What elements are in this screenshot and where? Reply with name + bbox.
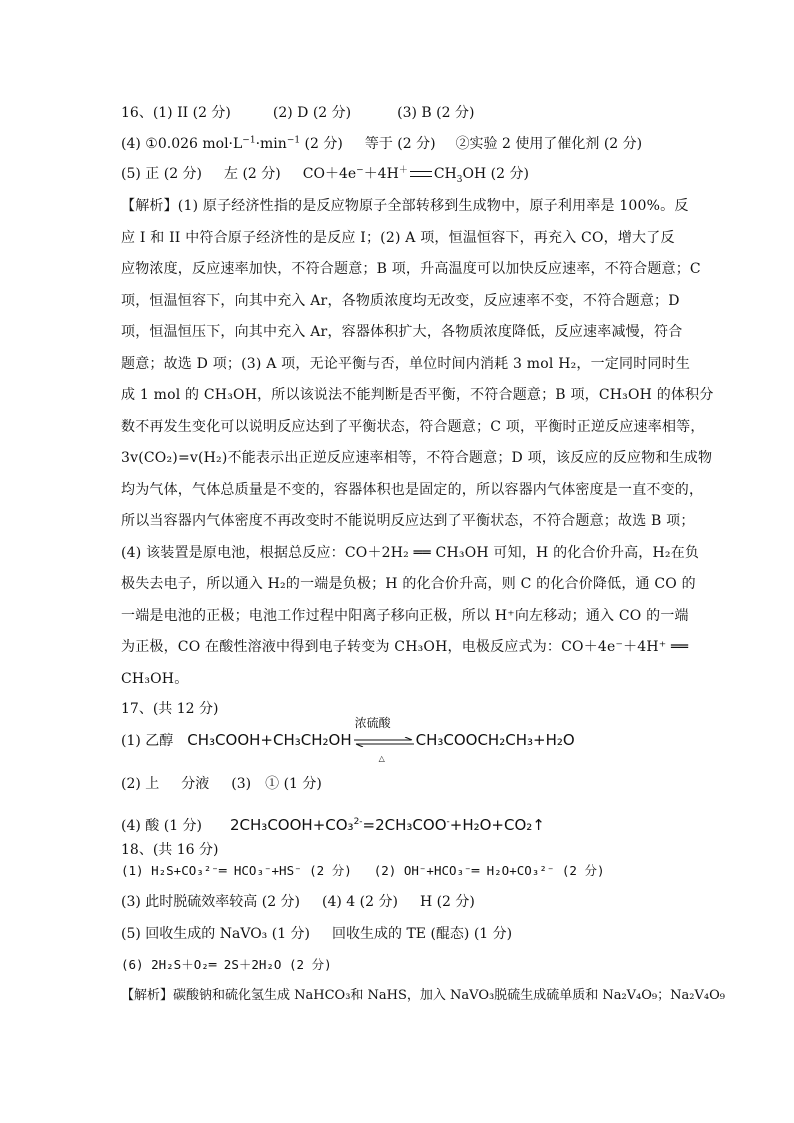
explanation-line: 均为气体，气体总质量是不变的，容器体积也是固定的，所以容器内气体密度是一直不变的， bbox=[121, 482, 704, 498]
q16-part4-catalyst: ②实验 2 使用了催化剂 (2 分) bbox=[455, 136, 643, 152]
explanation-line: (4) 该装置是原电池，根据总反应：CO＋2H₂ ══ CH₃OH 可知，H 的化合价升高，H₂在负 bbox=[121, 545, 700, 561]
reaction-condition-heat: △ bbox=[378, 753, 385, 763]
q17-part3-label: (3) bbox=[231, 776, 252, 792]
explanation-line: 项，恒温恒容下，向其中充入 Ar，各物质浓度均无改变，反应速率不变，不符合题意；D bbox=[121, 293, 680, 309]
q17-part1-ethanol: (1) 乙醇 bbox=[121, 733, 174, 749]
q18-answer-line-2 bbox=[121, 892, 681, 912]
explanation-line: 3v(CO₂)=v(H₂)不能表示出正逆反应速率相等，不符合题意；D 项，该反应的反应物和生成物 bbox=[121, 450, 713, 466]
q18-part1-equation: (1) H₂S+CO₃²⁻═ HCO₃⁻+HS⁻ (2 分) bbox=[121, 863, 352, 878]
q16-part4-rate: (4) ①0.026 $mol\cdot L^{-1}\cdot\min^{-1}$ (2 分) bbox=[121, 135, 343, 152]
q16-part5-positive: (5) 正 (2 分) bbox=[121, 166, 203, 182]
explanation-line: 所以当容器内气体密度不再改变时不能说明反应达到了平衡状态，不符合题意；故选 B 项； bbox=[121, 513, 695, 529]
q16-answer-line-1 bbox=[121, 103, 681, 123]
q17-answer-line-2 bbox=[121, 774, 681, 794]
q18-part5-te: 回收生成的 TE (醌态) (1 分) bbox=[332, 926, 513, 942]
q18-part6-equation: (6) 2H₂S＋O₂═ 2S＋2H₂O (2 分) bbox=[121, 957, 332, 972]
q17-answer-line-1 bbox=[121, 715, 681, 763]
q18-part5-navo3: (5) 回收生成的 NaVO₃ (1 分) bbox=[121, 926, 311, 942]
q17-heading: 17、(共 12 分) bbox=[121, 701, 219, 717]
q18-part3: (3) 此时脱硫效率较高 (2 分) bbox=[121, 894, 301, 910]
q17-answer-line-3 bbox=[121, 815, 681, 836]
q18-heading: 18、(共 16 分) bbox=[121, 842, 219, 858]
explanation-line: 【解析】(1) 原子经济性指的是反应物原子全部转移到生成物中，原子利用率是 100%。反 bbox=[121, 198, 689, 214]
q18-part2-equation: (2) OH⁻+HCO₃⁻═ H₂O+CO₃²⁻ (2 分) bbox=[373, 863, 605, 878]
carbonate-reaction-equation: 2CH₃COOH+CO₃$^{2-}$=2CH₃COO-+H₂O+CO₂↑ bbox=[230, 816, 545, 834]
explanation-line: 应 I 和 II 中符合原子经济性的是反应 I；(2) A 项，恒温恒容下，再充入 CO，增大了反 bbox=[121, 230, 675, 246]
explanation-line: 数不再发生变化可以说明反应达到了平衡状态，符合题意；C 项，平衡时正逆反应速率相等， bbox=[121, 419, 705, 435]
q18-answer-line-4 bbox=[121, 955, 681, 975]
q16-answer-line-3 bbox=[121, 164, 681, 184]
q17-part2-separation: 分液 bbox=[181, 776, 210, 792]
explanation-line: 项，恒温恒压下，向其中充入 Ar，容器体积扩大，各物质浓度降低，反应速率减慢，符合 bbox=[121, 324, 683, 340]
explanation-line: 一端是电池的正极；电池工作过程中阳离子移向正极，所以 H⁺向左移动；通入 CO 的一端 bbox=[121, 608, 689, 624]
q18-explanation: 【解析】碳酸钠和硫化氢生成 NaHCO₃和 NaHS，加入 NaVO₃脱硫生成硫单质和 Na₂V₄O₉；Na₂V₄O₉ bbox=[121, 988, 725, 1003]
explanation-line: 成 1 mol 的 CH₃OH，所以该说法不能判断是否平衡，不符合题意；B 项，CH₃OH 的体积分 bbox=[121, 387, 714, 403]
explanation-line: CH₃OH。 bbox=[121, 671, 189, 687]
q16-part5-left: 左 (2 分) bbox=[224, 166, 281, 182]
q16-part3: (3) B (2 分) bbox=[397, 105, 475, 121]
equals-sign-icon bbox=[410, 171, 432, 177]
q18-answer-line-3 bbox=[121, 924, 681, 944]
explanation-line: 应物浓度，反应速率加快，不符合题意；B 项，升高温度可以加快反应速率，不符合题意；C bbox=[121, 261, 701, 277]
q18-part4: (4) 4 (2 分) bbox=[322, 894, 398, 910]
explanation-line: 为正极，CO 在酸性溶液中得到电子转变为 CH₃OH，电极反应式为：CO＋4e⁻＋4H⁺ ══ bbox=[121, 639, 689, 655]
q17-part4-acid: (4) 酸 (1 分) bbox=[121, 818, 203, 834]
explanation-line: 极失去电子，所以通入 H₂的一端是负极；H 的化合价升高，则 C 的化合价降低，通 CO 的 bbox=[121, 576, 696, 592]
q16-part1: 16、(1) II (2 分) bbox=[121, 105, 231, 121]
q16-part4-equal: 等于 (2 分) bbox=[364, 136, 436, 152]
esterification-equation: CH₃COOH+CH₃CH₂OH 浓硫酸 △ CH₃COOCH₂CH₃+H₂O bbox=[187, 731, 574, 749]
q16-part5-electrode-equation: CO＋4e−＋4H＋ $CH_3OH$ (2 分) bbox=[302, 165, 529, 185]
q17-part3-answer: ① (1 分) bbox=[265, 776, 322, 792]
q17-part2-upper: (2) 上 bbox=[121, 776, 160, 792]
reaction-condition-catalyst: 浓硫酸 bbox=[354, 715, 391, 730]
q18-part4-h: H (2 分) bbox=[419, 894, 475, 910]
q16-part2: (2) D (2 分) bbox=[272, 105, 352, 121]
q16-answer-line-2 bbox=[121, 134, 681, 154]
q18-answer-line-1 bbox=[121, 861, 681, 881]
reversible-arrow-icon bbox=[353, 715, 415, 763]
explanation-line: 题意；故选 D 项；(3) A 项，无论平衡与否，单位时间内消耗 3 mol H₂，一定同时同时生 bbox=[121, 356, 691, 372]
